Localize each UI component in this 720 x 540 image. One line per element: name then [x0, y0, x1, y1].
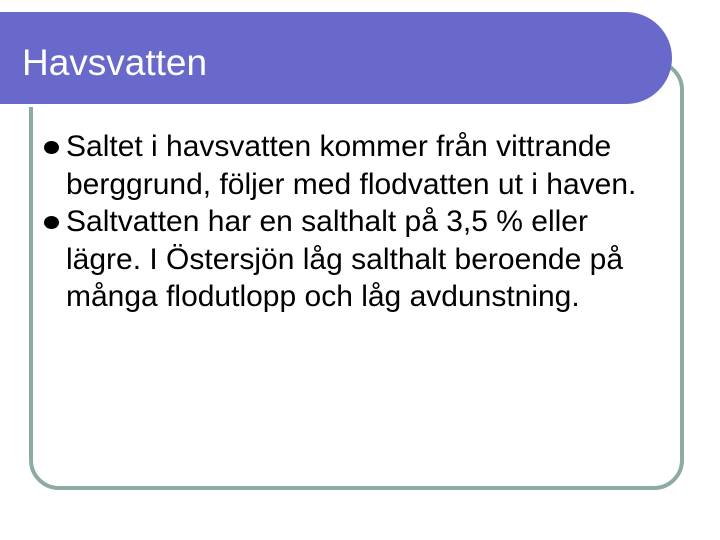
bullet-text: Saltet i havsvatten kommer från vittrande berggrund, följer med flodvatten ut i haven.: [66, 130, 637, 201]
title-underline: [22, 104, 636, 107]
bullet-dot-icon: [44, 216, 59, 229]
bullet-list: [44, 128, 644, 316]
slide-title: Havsvatten: [22, 42, 208, 83]
bullet-item: [44, 203, 644, 316]
bullet-item: [44, 128, 644, 203]
bullet-dot-icon: [44, 141, 59, 154]
title-bar: [0, 12, 672, 104]
bullet-text: Saltvatten har en salthalt på 3,5 % eller lägre. I Östersjön låg salthalt beroende på många flodutlopp och låg avdunstning.: [66, 205, 624, 313]
